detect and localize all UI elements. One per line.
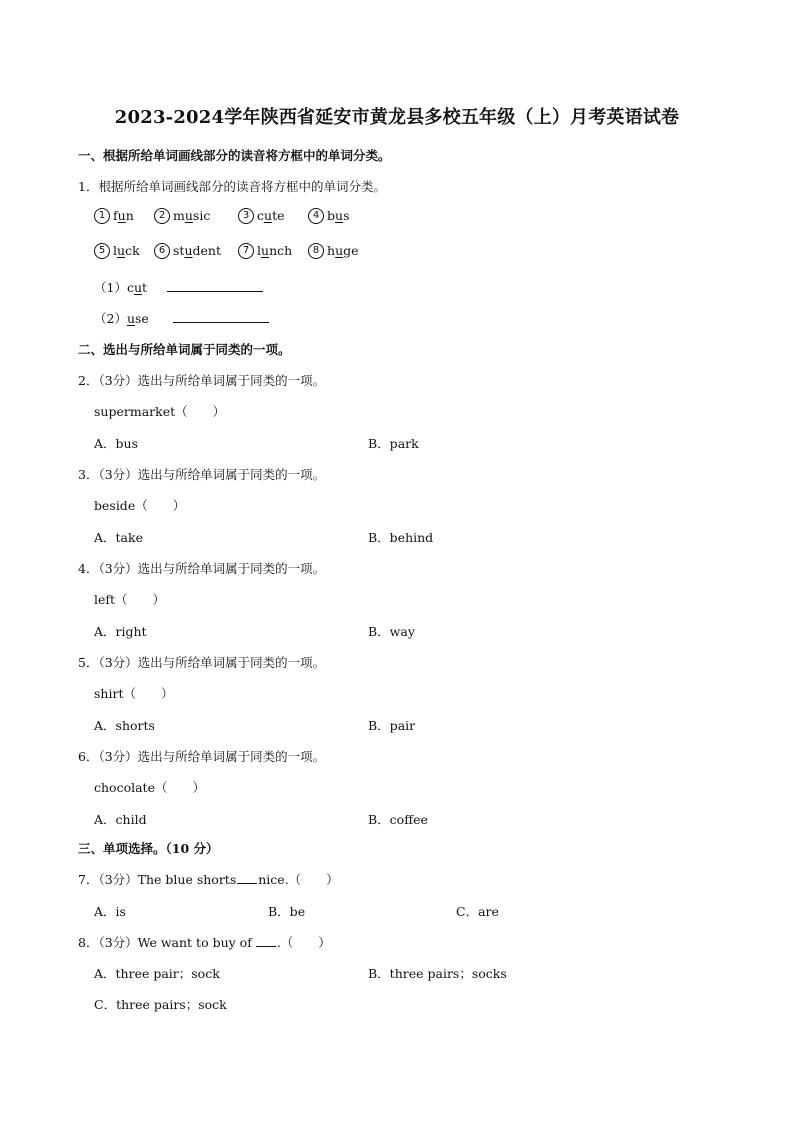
answer-blank-2[interactable] xyxy=(173,312,269,323)
question-6-option-a[interactable]: A．child xyxy=(94,812,147,827)
section-heading-1: 一、根据所给单词画线部分的读音将方框中的单词分类。 xyxy=(78,148,391,163)
word-7-pre: l xyxy=(257,243,261,258)
word-8-post: ge xyxy=(343,243,359,258)
question-1-stem: 1．根据所给单词画线部分的读音将方框中的单词分类。 xyxy=(78,179,386,194)
word-2-post: sic xyxy=(192,208,211,223)
question-8-blank[interactable] xyxy=(256,936,276,947)
word-item-4 xyxy=(308,208,350,225)
question-3-word: beside（ ） xyxy=(94,498,186,513)
word-6-pre: st xyxy=(173,243,185,258)
question-7-option-a[interactable]: A．is xyxy=(94,904,126,919)
word-item-8 xyxy=(308,243,359,260)
question-7-option-b[interactable]: B．be xyxy=(268,904,306,919)
sub-question-1 xyxy=(94,278,263,296)
sub-question-1-label: （1） xyxy=(94,280,127,295)
word-4-underlined: u xyxy=(335,208,344,223)
word-4-post: s xyxy=(343,208,350,223)
question-7-text-post: nice.（ ） xyxy=(258,872,339,887)
word-1-pre: f xyxy=(113,208,118,223)
question-2-word: supermarket（ ） xyxy=(94,404,226,419)
circled-number-3: 3 xyxy=(238,208,254,224)
circled-number-8: 8 xyxy=(308,243,324,259)
question-4-option-b[interactable]: B．way xyxy=(368,624,415,639)
word-6-post: dent xyxy=(192,243,221,258)
question-7-blank[interactable] xyxy=(237,873,257,884)
question-6-option-b[interactable]: B．coffee xyxy=(368,812,428,827)
circled-number-5: 5 xyxy=(94,243,110,259)
section-heading-2: 二、选出与所给单词属于同类的一项。 xyxy=(78,342,291,357)
circled-number-2: 2 xyxy=(154,208,170,224)
word-5-pre: l xyxy=(113,243,117,258)
question-7-text-pre: 7．（3分）The blue shorts xyxy=(78,872,237,887)
section-heading-3: 三、单项选择。（10 分） xyxy=(78,841,219,856)
word-item-3 xyxy=(238,208,285,225)
word-5-post: ck xyxy=(125,243,140,258)
word-4-pre: b xyxy=(327,208,336,223)
word-item-1 xyxy=(94,208,134,225)
word-2-underlined: u xyxy=(184,208,193,223)
question-4-stem: 4．（3分）选出与所给单词属于同类的一项。 xyxy=(78,561,326,576)
question-8-option-b[interactable]: B．three pairs；socks xyxy=(368,966,507,981)
sub-question-1-word-post: t xyxy=(142,280,148,295)
question-8-option-a[interactable]: A．three pair；sock xyxy=(94,966,220,981)
word-item-6 xyxy=(154,243,221,260)
question-4-word: left（ ） xyxy=(94,592,166,607)
sub-question-2-word-post: se xyxy=(135,311,149,326)
question-2-option-b[interactable]: B．park xyxy=(368,436,419,451)
word-6-underlined: u xyxy=(184,243,193,258)
word-8-underlined: u xyxy=(335,243,344,258)
circled-number-7: 7 xyxy=(238,243,254,259)
question-3-stem: 3．（3分）选出与所给单词属于同类的一项。 xyxy=(78,467,326,482)
question-5-word: shirt（ ） xyxy=(94,686,174,701)
question-3-option-a[interactable]: A．take xyxy=(94,530,143,545)
sub-question-1-word-pre: c xyxy=(126,280,134,295)
question-8-text-post: .（ ） xyxy=(276,935,331,950)
question-8-text-pre: 8．（3分）We want to buy of xyxy=(78,935,252,950)
word-item-2 xyxy=(154,208,210,225)
sub-question-1-word-underlined: u xyxy=(133,280,143,295)
word-3-pre: c xyxy=(257,208,265,223)
question-8-option-c[interactable]: C．three pairs；sock xyxy=(94,997,227,1012)
page-title: 2023-2024学年陕西省延安市黄龙县多校五年级（上）月考英语试卷 xyxy=(114,107,680,128)
sub-question-2 xyxy=(94,309,269,327)
word-item-7 xyxy=(238,243,292,260)
question-7-stem xyxy=(78,870,339,888)
word-8-pre: h xyxy=(327,243,336,258)
circled-number-4: 4 xyxy=(308,208,324,224)
word-7-post: nch xyxy=(269,243,293,258)
word-3-post: te xyxy=(272,208,285,223)
sub-question-2-word-underlined: u xyxy=(126,311,136,326)
word-2-pre: m xyxy=(173,208,185,223)
question-6-stem: 6．（3分）选出与所给单词属于同类的一项。 xyxy=(78,749,326,764)
question-4-option-a[interactable]: A．right xyxy=(94,624,147,639)
answer-blank-1[interactable] xyxy=(167,281,263,292)
word-1-underlined: u xyxy=(117,208,126,223)
question-7-option-c[interactable]: C．are xyxy=(456,904,499,919)
question-5-option-b[interactable]: B．pair xyxy=(368,718,416,733)
question-3-option-b[interactable]: B．behind xyxy=(368,530,434,545)
question-8-stem xyxy=(78,933,331,951)
word-item-5 xyxy=(94,243,140,260)
circled-number-6: 6 xyxy=(154,243,170,259)
circled-number-1: 1 xyxy=(94,208,110,224)
word-3-underlined: u xyxy=(264,208,273,223)
question-2-stem: 2．（3分）选出与所给单词属于同类的一项。 xyxy=(78,373,326,388)
question-6-word: chocolate（ ） xyxy=(94,780,205,795)
word-5-underlined: u xyxy=(117,243,126,258)
word-7-underlined: u xyxy=(261,243,270,258)
sub-question-2-label: （2） xyxy=(94,311,127,326)
question-2-option-a[interactable]: A．bus xyxy=(94,436,138,451)
question-5-option-a[interactable]: A．shorts xyxy=(94,718,155,733)
question-5-stem: 5．（3分）选出与所给单词属于同类的一项。 xyxy=(78,655,326,670)
word-1-post: n xyxy=(125,208,134,223)
